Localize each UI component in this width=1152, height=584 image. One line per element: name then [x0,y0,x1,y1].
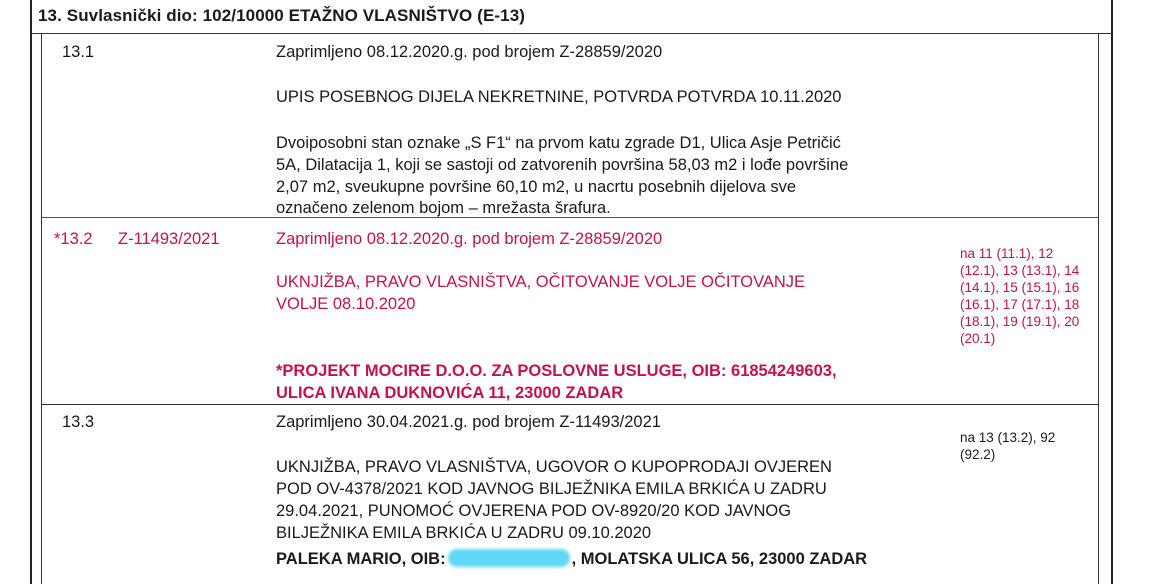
owner-address: , MOLATSKA ULICA 56, 23000 ZADAR [571,550,868,568]
entry-heading-line: 29.04.2021, PUNOMOĆ OVJERENA POD OV-8920/20 KOD JAVNOG [276,502,792,520]
entry-note-line: na 11 (11.1), 12 [960,246,1054,261]
entry-heading-line: POD OV-4378/2021 KOD JAVNOG BILJEŽNIKA EMILA BRKIĆA U ZADRU [276,480,827,498]
entry-note-line: (20.1) [960,331,996,346]
entry-heading-line: UKNJIŽBA, PRAVO VLASNIŠTVA, UGOVOR O KUPOPRODAJI OVJEREN [276,458,832,476]
entry-note-line: (14.1), 15 (15.1), 16 [960,280,1080,295]
entry-heading: UPIS POSEBNOG DIJELA NEKRETNINE, POTVRDA POTVRDA 10.11.2020 [276,88,842,106]
redacted-oib [448,549,570,567]
entry-owner [276,549,867,569]
entry-note-line: (18.1), 19 (19.1), 20 [960,314,1080,329]
entry-heading-line: UKNJIŽBA, PRAVO VLASNIŠTVA, OČITOVANJE VOLJE OČITOVANJE [276,273,806,291]
entry-received: Zaprimljeno 08.12.2020.g. pod brojem Z-28859/2020 [276,43,663,61]
entry-owner-line: ULICA IVANA DUKNOVIĆA 11, 23000 ZADAR [276,384,624,402]
entry-owner-line: *PROJEKT MOCIRE D.O.O. ZA POSLOVNE USLUGE, OIB: 61854249603, [276,362,837,380]
entry-note-line: (12.1), 13 (13.1), 14 [960,263,1080,278]
entry-received: Zaprimljeno 08.12.2020.g. pod brojem Z-28859/2020 [276,230,663,248]
entry-description-line: Dvoiposobni stan oznake „S F1“ na prvom katu zgrade D1, Ulica Asje Petričić [276,134,841,152]
divider-13-3 [42,404,1099,405]
entry-note-line: (92.2) [960,447,996,462]
entry-number: 13.1 [62,43,95,61]
entry-description-line: 5A, Dilatacija 1, koji se sastoji od zatvorenih površina 58,03 m2 i lođe površine [276,156,849,174]
owner-name-label: PALEKA MARIO, OIB: [276,550,446,568]
entry-note-line: na 13 (13.2), 92 [960,430,1056,445]
entry-heading-line: VOLJE 08.10.2020 [276,295,416,313]
section-title: 13. Suvlasnički dio: 102/10000 ETAŽNO VLASNIŠTVO (E-13) [38,6,526,25]
inner-right-border [1098,33,1099,584]
entry-number: *13.2 [54,230,93,248]
inner-left-border [41,33,42,584]
entry-received: Zaprimljeno 30.04.2021.g. pod brojem Z-11493/2021 [276,413,661,431]
entry-number: 13.3 [62,413,95,431]
divider-header [30,33,1113,34]
entry-note-line: (16.1), 17 (17.1), 18 [960,297,1080,312]
entry-description-line: 2,07 m2, sveukupne površine 60,10 m2, u nacrtu posebnih dijelova sve [276,178,797,196]
entry-description-line: označeno zelenom bojom – mrežasta šrafura. [276,199,611,217]
entry-ref: Z-11493/2021 [118,230,220,248]
entry-heading-line: BILJEŽNIKA EMILA BRKIĆA U ZADRU 09.10.2020 [276,524,652,542]
